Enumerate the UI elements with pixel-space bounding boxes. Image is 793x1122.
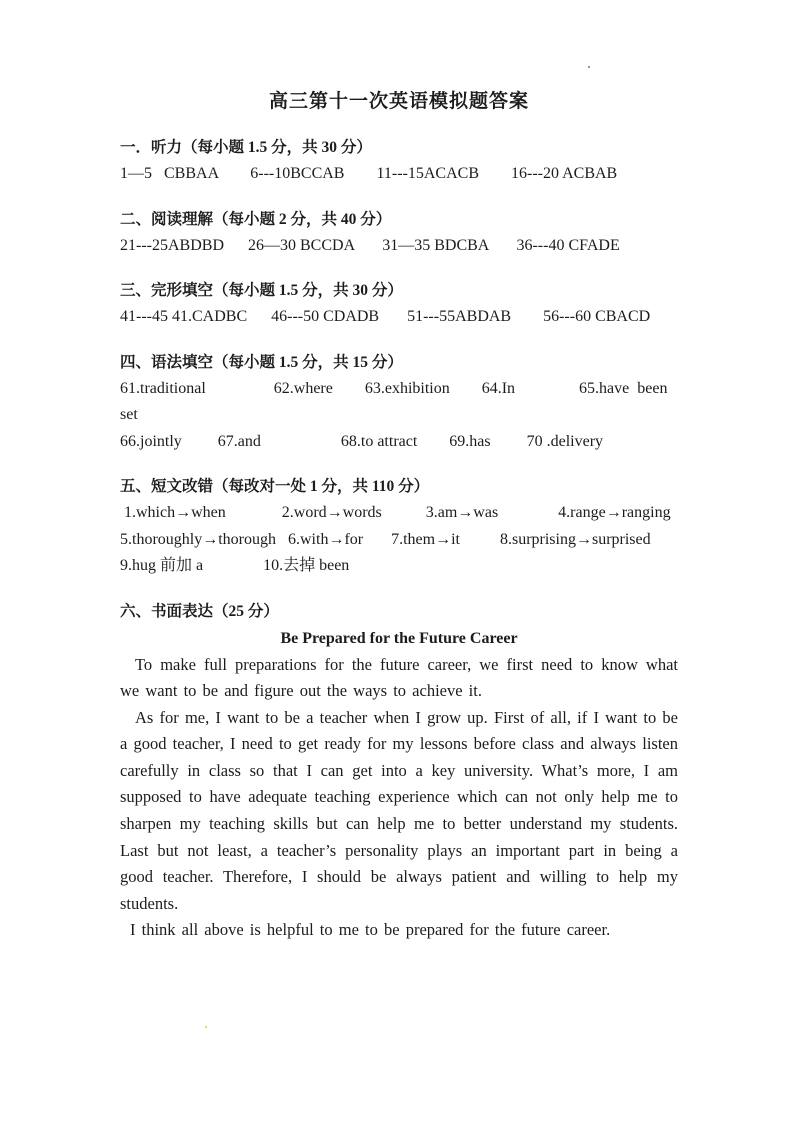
section-heading: 六、书面表达（25 分） bbox=[120, 602, 279, 620]
essay-paragraph: I think all above is helpful to me to be prepared for the future career. bbox=[130, 920, 611, 940]
section-heading: 五、短文改错（每改对一处 1 分，共 110 分） bbox=[120, 478, 430, 495]
section-written-expression bbox=[120, 599, 678, 625]
section-heading: 四、语法填空（每小题 1.5 分，共 15 分） bbox=[120, 353, 403, 371]
stray-dot-mark-top bbox=[588, 66, 590, 68]
answer-line: 41---45 41.CADBC 46---50 CDADB 51---55ABDAB 56---60 CBACD bbox=[120, 308, 651, 325]
section-cloze bbox=[120, 278, 678, 331]
essay-paragraph: As for me, I want to be a teacher when I grow up. First of all, if I want to be a good teacher, I need to get ready for my lessons before class and always listen carefully in class so that I can get into a key university. What’s more, I am supposed to have adequate teaching experience which can not only help me to sharpen my teaching skills but can help me to better understand my students. Last but not least, a teacher’s personality plays an important part in being a good teacher. Therefore, I should be always patient and willing to help my students. bbox=[120, 707, 678, 913]
answer-line: 9.hug 前加 a 10.去掉 been bbox=[120, 557, 350, 574]
section-grammar-fill bbox=[120, 350, 678, 456]
answer-line: 1.which→when 2.word→words 3.am→was 4.range→ranging bbox=[120, 504, 671, 521]
section-error-correction bbox=[120, 474, 678, 580]
essay bbox=[120, 625, 678, 945]
answer-line: 66.jointly 67.and 68.to attract 69.has 70 .delivery bbox=[120, 432, 604, 450]
answer-line: 5.thoroughly→thorough 6.with→for 7.them→it 8.surprising→surprised bbox=[120, 530, 651, 548]
section-reading-comprehension bbox=[120, 207, 678, 260]
answer-line: 61.traditional 62.where 63.exhibition 64.In 65.have been set bbox=[120, 379, 676, 423]
section-heading: 一．听力（每小题 1.5 分，共 30 分） bbox=[120, 139, 372, 156]
section-heading: 三、完形填空（每小题 1.5 分，共 30 分） bbox=[120, 282, 403, 299]
section-listening bbox=[120, 135, 678, 188]
essay-paragraph: To make full preparations for the future career, we first need to know what we want to be and figure out the ways to achieve it. bbox=[120, 654, 678, 701]
document-title: 高三第十一次英语模拟题答案 bbox=[268, 91, 529, 112]
section-heading: 二、阅读理解（每小题 2 分，共 40 分） bbox=[120, 210, 392, 228]
stray-dot-mark-bottom bbox=[205, 1026, 207, 1028]
essay-title: Be Prepared for the Future Career bbox=[280, 629, 518, 647]
answer-line: 1—5 CBBAA 6---10BCCAB 11---15ACACB 16---20 ACBAB bbox=[120, 165, 618, 182]
answer-line: 21---25ABDBD 26—30 BCCDA 31—35 BDCBA 36---40 CFADE bbox=[120, 236, 620, 254]
